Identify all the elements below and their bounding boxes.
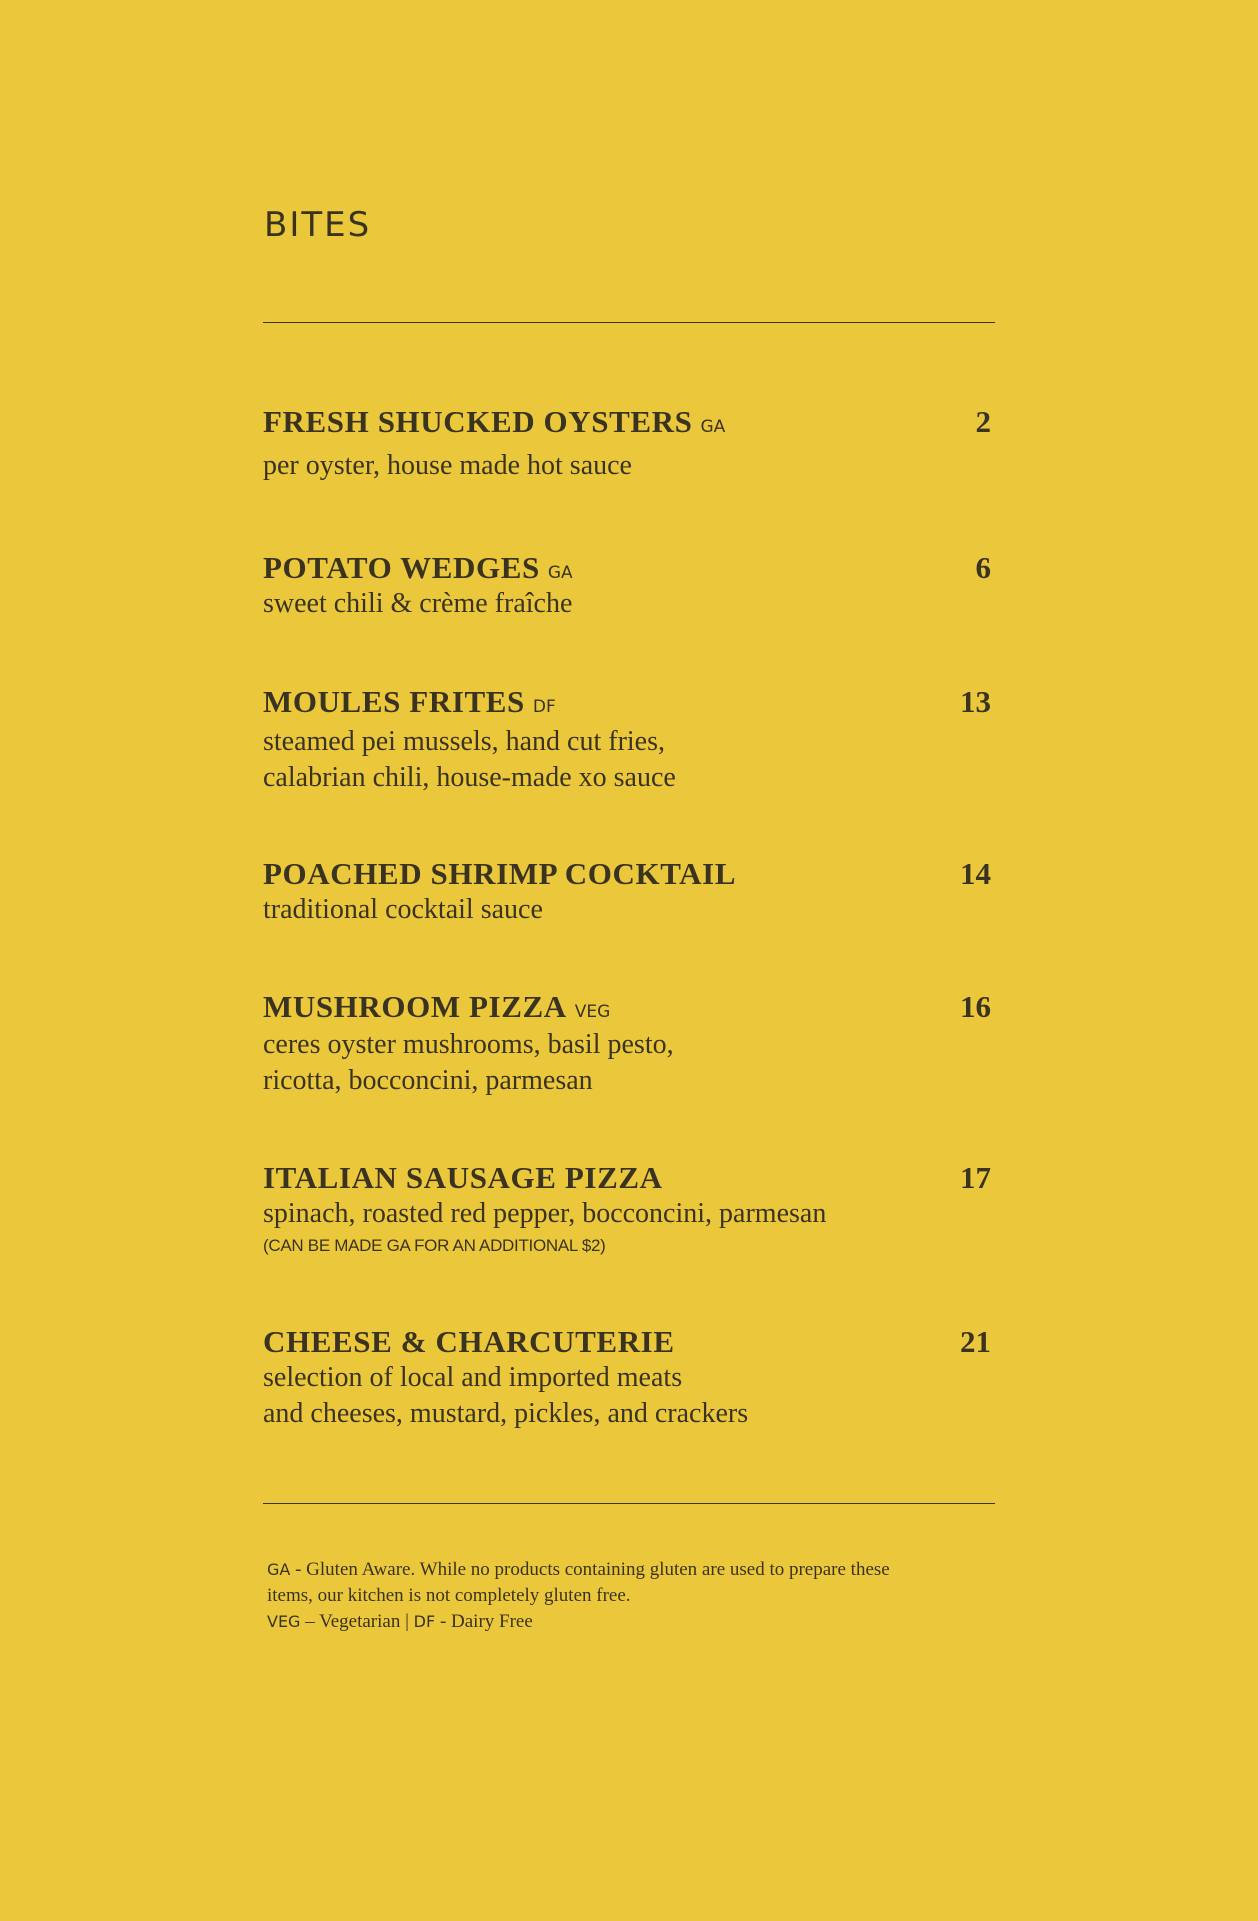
menu-item-header bbox=[263, 1324, 995, 1360]
menu-item-name bbox=[263, 550, 573, 591]
menu-item-description bbox=[263, 586, 995, 622]
menu-item-description bbox=[263, 1196, 995, 1256]
menu-item-name-text: FRESH SHUCKED OYSTERS bbox=[263, 404, 693, 439]
menu-item-header bbox=[263, 856, 995, 892]
menu-item-name bbox=[263, 1160, 663, 1196]
menu-item-price: 21 bbox=[960, 1324, 991, 1359]
description-line: ceres oyster mushrooms, basil pesto, bbox=[263, 1029, 674, 1060]
description-line: sweet chili & crème fraîche bbox=[263, 588, 573, 619]
menu-item-description bbox=[263, 448, 995, 484]
menu-item-header bbox=[263, 1160, 995, 1196]
legend-ga-line-2: items, our kitchen is not completely gluten free. bbox=[267, 1585, 631, 1606]
description-line: calabrian chili, house-made xo sauce bbox=[263, 762, 676, 793]
menu-item-name-text: MUSHROOM PIZZA bbox=[263, 989, 567, 1024]
bottom-divider bbox=[263, 1503, 995, 1504]
description-line: per oyster, house made hot sauce bbox=[263, 450, 632, 481]
diet-tag: VEG bbox=[574, 1002, 611, 1022]
description-line: spinach, roasted red pepper, bocconcini, parmesan bbox=[263, 1198, 827, 1229]
menu-item-name-text: POTATO WEDGES bbox=[263, 550, 540, 585]
description-line: steamed pei mussels, hand cut fries, bbox=[263, 726, 666, 757]
menu-item-description bbox=[263, 724, 995, 796]
menu-item-price: 14 bbox=[960, 856, 991, 891]
menu-item-potato-wedges bbox=[263, 550, 995, 622]
legend-abbr: VEG bbox=[267, 1612, 301, 1631]
menu-item-mushroom-pizza bbox=[263, 989, 995, 1099]
menu-item-price: 2 bbox=[975, 404, 991, 439]
diet-tag: DF bbox=[532, 697, 556, 717]
legend-text: - Gluten Aware. While no products containing gluten are used to prepare these bbox=[290, 1559, 890, 1580]
menu-item-name bbox=[263, 1324, 675, 1360]
legend-text: - Dairy Free bbox=[435, 1611, 533, 1632]
description-line: and cheeses, mustard, pickles, and crackers bbox=[263, 1398, 749, 1429]
menu-item-sausage-pizza bbox=[263, 1160, 995, 1256]
menu-item-name-text: POACHED SHRIMP COCKTAIL bbox=[263, 856, 737, 891]
menu-item-oysters bbox=[263, 404, 995, 484]
menu-item-shrimp-cocktail bbox=[263, 856, 995, 928]
top-divider bbox=[263, 322, 995, 323]
menu-item-price: 17 bbox=[960, 1160, 991, 1195]
diet-tag: GA bbox=[547, 563, 573, 583]
menu-item-cheese-charcuterie bbox=[263, 1324, 995, 1432]
menu-item-header bbox=[263, 684, 995, 720]
menu-item-note: (CAN BE MADE GA FOR AN ADDITIONAL $2) bbox=[263, 1236, 606, 1255]
menu-item-header bbox=[263, 550, 995, 586]
menu-item-price: 6 bbox=[975, 550, 991, 585]
menu-item-name bbox=[263, 404, 725, 445]
menu-item-name-text: ITALIAN SAUSAGE PIZZA bbox=[263, 1160, 663, 1195]
legend-text: – Vegetarian | bbox=[300, 1611, 414, 1632]
menu-item-description bbox=[263, 892, 995, 928]
legend-ga-line bbox=[267, 1557, 997, 1583]
description-line: selection of local and imported meats bbox=[263, 1362, 683, 1393]
diet-tag: GA bbox=[700, 417, 726, 437]
menu-item-price: 16 bbox=[960, 989, 991, 1024]
dietary-legend bbox=[267, 1557, 997, 1635]
menu-item-header bbox=[263, 989, 995, 1025]
menu-item-name bbox=[263, 856, 736, 892]
menu-item-moules-frites bbox=[263, 684, 995, 796]
menu-item-name-text: CHEESE & CHARCUTERIE bbox=[263, 1324, 675, 1359]
section-title: BITES bbox=[264, 205, 372, 245]
legend-abbr: DF bbox=[413, 1612, 436, 1631]
description-line: traditional cocktail sauce bbox=[263, 894, 543, 925]
menu-item-description bbox=[263, 1027, 995, 1099]
menu-item-name-text: MOULES FRITES bbox=[263, 684, 525, 719]
menu-item-description bbox=[263, 1360, 995, 1432]
menu-item-name bbox=[263, 989, 610, 1030]
legend-veg-df-line bbox=[267, 1609, 997, 1635]
menu-item-name bbox=[263, 684, 556, 725]
description-line: ricotta, bocconcini, parmesan bbox=[263, 1065, 593, 1096]
legend-abbr: GA bbox=[267, 1560, 291, 1579]
menu-item-price: 13 bbox=[960, 684, 991, 719]
menu-item-header bbox=[263, 404, 995, 440]
